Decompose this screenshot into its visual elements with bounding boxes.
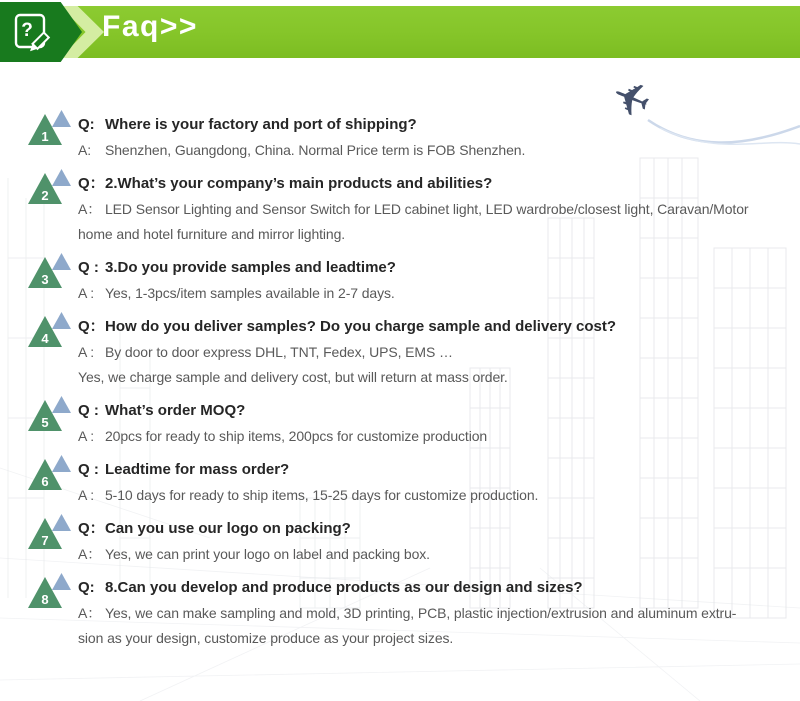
answer-line (78, 140, 790, 161)
answer-text: LED Sensor Lighting and Sensor Switch for LED cabinet light, LED wardrobe/closest light, Caravan/Motor (105, 201, 749, 217)
item-number: 1 (41, 129, 49, 144)
item-number: 3 (41, 272, 49, 287)
svg-text:?: ? (21, 20, 33, 41)
q-label: Q： (78, 318, 105, 335)
item-number-marker (28, 396, 74, 431)
item-number-marker (28, 169, 74, 204)
question-text: Can you use our logo on packing? (105, 520, 351, 537)
triangle-decoration-icon (52, 573, 71, 590)
page-title: Faq>> (102, 10, 198, 43)
question-line (78, 173, 790, 194)
answer-text: 20pcs for ready to ship items, 200pcs for customize production (105, 428, 488, 444)
answer-text: Yes, we can print your logo on label and packing box. (105, 546, 430, 562)
item-number-marker (28, 253, 74, 288)
q-label: Q : (78, 402, 99, 419)
answer-line (78, 603, 790, 624)
answer-text: Yes, 1-3pcs/item samples available in 2-7 days. (105, 285, 395, 301)
answer-line (78, 485, 790, 506)
answer-text: Shenzhen, Guangdong, China. Normal Price term is FOB Shenzhen. (105, 142, 526, 158)
airplane-icon: ✈ (603, 67, 659, 131)
triangle-decoration-icon (52, 312, 71, 329)
triangle-decoration-icon (52, 110, 71, 127)
answer-line (78, 199, 790, 220)
answer-line (78, 426, 790, 447)
q-label: Q : (78, 259, 99, 276)
q-label: Q： (78, 520, 105, 537)
item-number-marker (28, 514, 74, 549)
faq-item-4 (28, 316, 790, 388)
item-number: 6 (41, 474, 49, 489)
item-number: 5 (41, 415, 49, 430)
answer-line (78, 367, 790, 388)
faq-item-2 (28, 173, 790, 245)
item-number-marker (28, 455, 74, 490)
faq-list (28, 114, 790, 661)
question-text: Where is your factory and port of shipping? (105, 116, 417, 133)
item-number: 2 (41, 188, 49, 203)
a-label: A： (78, 546, 102, 562)
a-label: A： (78, 201, 102, 217)
a-label: A : (78, 428, 95, 444)
answer-text: 5-10 days for ready to ship items, 15-25 days for customize production. (105, 487, 539, 503)
question-text: 2.What’s your company’s main products and abilities? (105, 175, 493, 192)
triangle-decoration-icon (52, 455, 71, 472)
question-text: 3.Do you provide samples and leadtime? (105, 259, 396, 276)
triangle-decoration-icon (52, 396, 71, 413)
question-line (78, 400, 790, 421)
question-line (78, 577, 790, 598)
a-label: A : (78, 285, 95, 301)
answer-text: home and hotel furniture and mirror lighting. (78, 226, 346, 242)
triangle-decoration-icon (52, 169, 71, 186)
question-line (78, 114, 790, 135)
question-text: 8.Can you develop and produce products as our design and sizes? (105, 579, 583, 596)
item-number: 8 (41, 592, 49, 607)
answer-line (78, 342, 790, 363)
faq-item-1 (28, 114, 790, 161)
faq-header (0, 0, 800, 70)
a-label: A : (78, 487, 95, 503)
answer-text: Yes, we can make sampling and mold, 3D printing, PCB, plastic injection/extrusion and aluminum extru- (105, 605, 737, 621)
q-label: Q: (78, 116, 95, 133)
question-line (78, 459, 790, 480)
item-number-marker (28, 312, 74, 347)
question-line (78, 257, 790, 278)
question-pencil-icon (13, 11, 53, 55)
item-number-marker (28, 573, 74, 608)
faq-item-6 (28, 459, 790, 506)
question-line (78, 316, 790, 337)
question-line (78, 518, 790, 539)
a-label: A： (78, 605, 102, 621)
faq-item-5 (28, 400, 790, 447)
faq-item-7 (28, 518, 790, 565)
q-label: Q： (78, 175, 105, 192)
a-label: A: (78, 142, 92, 158)
faq-item-3 (28, 257, 790, 304)
answer-text: Yes, we charge sample and delivery cost, but will return at mass order. (78, 369, 508, 385)
question-text: Leadtime for mass order? (105, 461, 290, 478)
answer-line (78, 544, 790, 565)
item-number: 7 (41, 533, 49, 548)
item-number: 4 (41, 331, 49, 346)
question-text: How do you deliver samples? Do you charge sample and delivery cost? (105, 318, 616, 335)
triangle-decoration-icon (52, 253, 71, 270)
triangle-decoration-icon (52, 514, 71, 531)
question-text: What’s order MOQ? (105, 402, 246, 419)
q-label: Q : (78, 461, 99, 478)
answer-text: sion as your design, customize produce as your project sizes. (78, 630, 454, 646)
q-label: Q: (78, 579, 95, 596)
a-label: A : (78, 344, 95, 360)
answer-line (78, 628, 790, 649)
faq-item-8 (28, 577, 790, 649)
item-number-marker (28, 110, 74, 145)
answer-line (78, 224, 790, 245)
answer-line (78, 283, 790, 304)
answer-text: By door to door express DHL, TNT, Fedex, UPS, EMS … (105, 344, 453, 360)
